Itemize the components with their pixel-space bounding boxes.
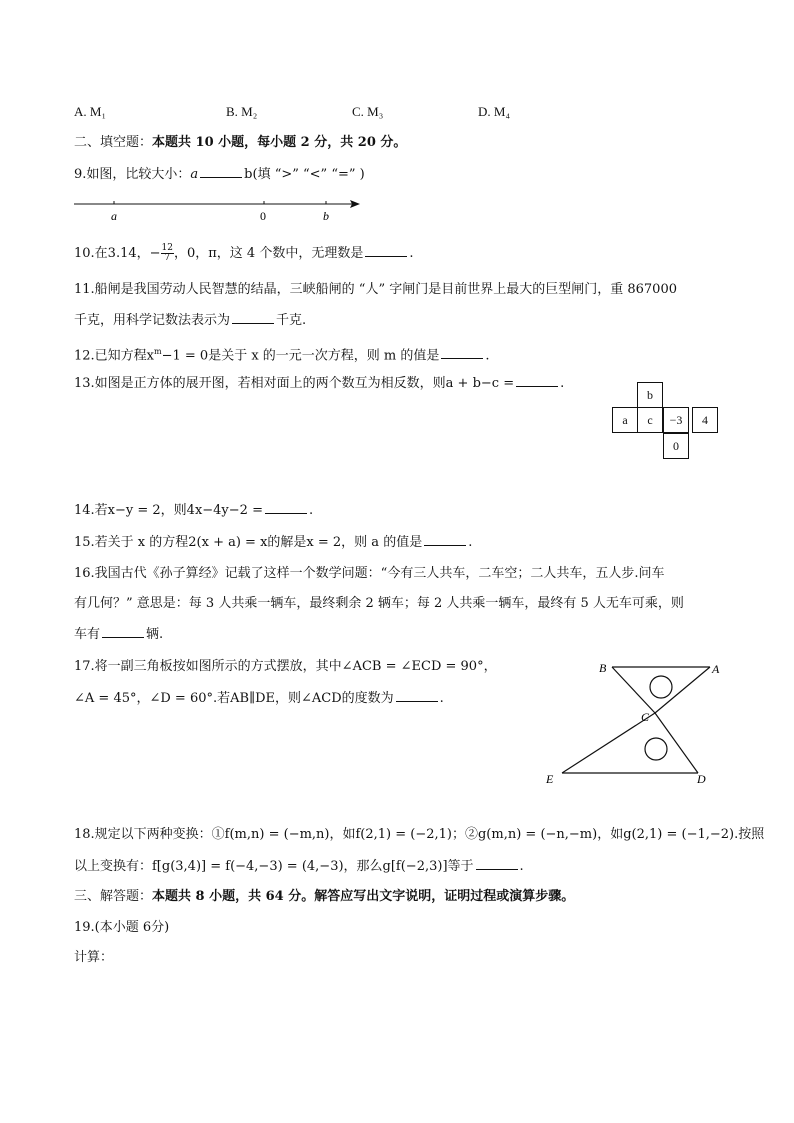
question-9 [74,165,365,185]
section2-prefix: 二、填空题： [74,135,153,150]
q18-answer-blank[interactable] [476,857,518,870]
q17-triangle-figure [540,655,730,790]
net-cell-c: c [637,407,663,433]
question-16-line3 [74,625,163,645]
axis-label-b: b [323,209,329,223]
question-17-line1: 17.将一副三角板按如图所示的方式摆放，其中∠ACB = ∠ECD = 90°， [74,659,497,674]
section3-prefix: 三、解答题： [74,889,153,904]
point-b: B [599,661,607,675]
question-10 [74,244,413,264]
choice-a: A. M₁ [74,104,106,119]
segment-bc [612,667,655,713]
q9-text1: 9.如图，比较大小： [74,167,191,182]
q9-var-b: b [244,167,253,182]
point-e: E [546,772,554,786]
q12-text2: −1 = 0是关于 x 的一元一次方程，则 m 的值是 [161,348,440,364]
q15-text1: 15.若关于 x 的方程2(x + a) = x的解是x = 2，则 a 的值是 [74,535,423,550]
q17-text2a: ∠A = 45°，∠D = 60°.若AB∥DE，则∠ACD的度数为 [74,691,394,706]
section2-heading [74,133,406,153]
q17-text2b: . [439,691,444,706]
q16-answer-blank[interactable] [102,625,144,638]
net-cell-4: 4 [692,407,718,433]
q14-text1: 14.若x−y = 2，则4x−4y−2 = [74,503,263,518]
section3-heading [74,887,574,907]
q15-answer-blank[interactable] [424,533,466,546]
q18-text2b: . [519,859,524,874]
question-11-line2 [74,311,306,331]
q9-answer-blank[interactable] [200,165,242,178]
q13-answer-blank[interactable] [516,374,558,387]
q9-number-line [70,194,370,228]
q18-text2a: 以上变换有：f[g(3,4)] = f(−4,−3) = (4,−3)，那么g[f(−2,3)]等于 [74,859,474,874]
q12-text1: 12.已知方程x [74,348,155,364]
question-12 [74,342,490,366]
choice-b: B. M₂ [226,104,258,119]
q10-text1: 10.在3.14，− [74,246,161,261]
q13-text1: 13.如图是正方体的展开图，若相对面上的两个数互为相反数，则a + b−c = [74,376,515,391]
q16-text3b: 辆. [146,627,164,642]
segment-cd [655,713,698,773]
q13-text2: . [560,376,565,391]
question-14 [74,501,313,521]
q10-fraction [161,244,174,263]
q12-text3: . [485,348,490,364]
q12-answer-blank[interactable] [441,346,483,359]
q15-text2: . [468,535,473,550]
q10-answer-blank[interactable] [365,244,407,257]
question-18-line1: 18.规定以下两种变换：①f(m,n) = (−m,n)，如f(2,1) = (−2,1)；②g(m,n) = (−n,−m)，如g(2,1) = (−1,−2).按照 [74,827,765,842]
choice-d: D. M₄ [478,104,510,119]
q10-frac-num: 12 [161,243,173,253]
net-cell-bottom: 0 [663,433,689,459]
net-cell-neg3: −3 [663,407,689,433]
q12-exponent: m [154,347,162,356]
question-13 [74,374,564,394]
question-17-line2 [74,689,444,709]
section3-desc: 本题共 8 小题，共 64 分。解答应写出文字说明，证明过程或演算步骤。 [152,889,575,904]
q11-text2b: 千克. [276,313,307,328]
q10-text3: . [409,246,414,261]
hole-lower [645,738,667,760]
section2-desc: 本题共 10 小题，每小题 2 分，共 20 分。 [152,135,407,150]
question-19-title: 19.(本小题 6分) [74,920,170,935]
q9-hint: (填 “>” “<” “=” ) [252,167,365,182]
question-19-sub: 计算： [74,950,114,965]
question-11-line1: 11.船闸是我国劳动人民智慧的结晶，三峡船闸的 “人” 字闸门是目前世界上最大的巨型闸门，重 867000 [74,282,677,297]
q10-frac-den: 7 [164,253,171,263]
q9-var-a: a [190,167,199,182]
q10-text2: ，0，π，这 4 个数中，无理数是 [173,246,364,261]
axis-label-0: 0 [260,209,266,223]
q11-text2a: 千克，用科学记数法表示为 [74,313,231,328]
question-16-line1: 16.我国古代《孙子算经》记载了这样一个数学问题：“今有三人共车，二车空；二人共车，五人步.问车 [74,566,665,581]
net-cell-a: a [612,407,638,433]
point-c: C [641,710,650,724]
net-cell-top: b [637,382,663,408]
q16-text3a: 车有 [74,627,101,642]
q11-answer-blank[interactable] [232,311,274,324]
point-a: A [712,662,720,676]
choice-c: C. M₃ [352,104,384,119]
q17-answer-blank[interactable] [396,689,438,702]
q14-answer-blank[interactable] [265,501,307,514]
q14-text2: . [308,503,314,518]
question-15 [74,533,472,553]
question-16-line2: 有几何？” 意思是：每 3 人共乘一辆车，最终剩余 2 辆车；每 2 人共乘一辆车，最终有 5 人无车可乘，则 [74,596,684,611]
question-18-line2 [74,857,524,877]
point-d: D [697,772,706,786]
segment-ac [655,667,710,713]
axis-label-a: a [111,209,117,223]
hole-upper [650,676,672,698]
